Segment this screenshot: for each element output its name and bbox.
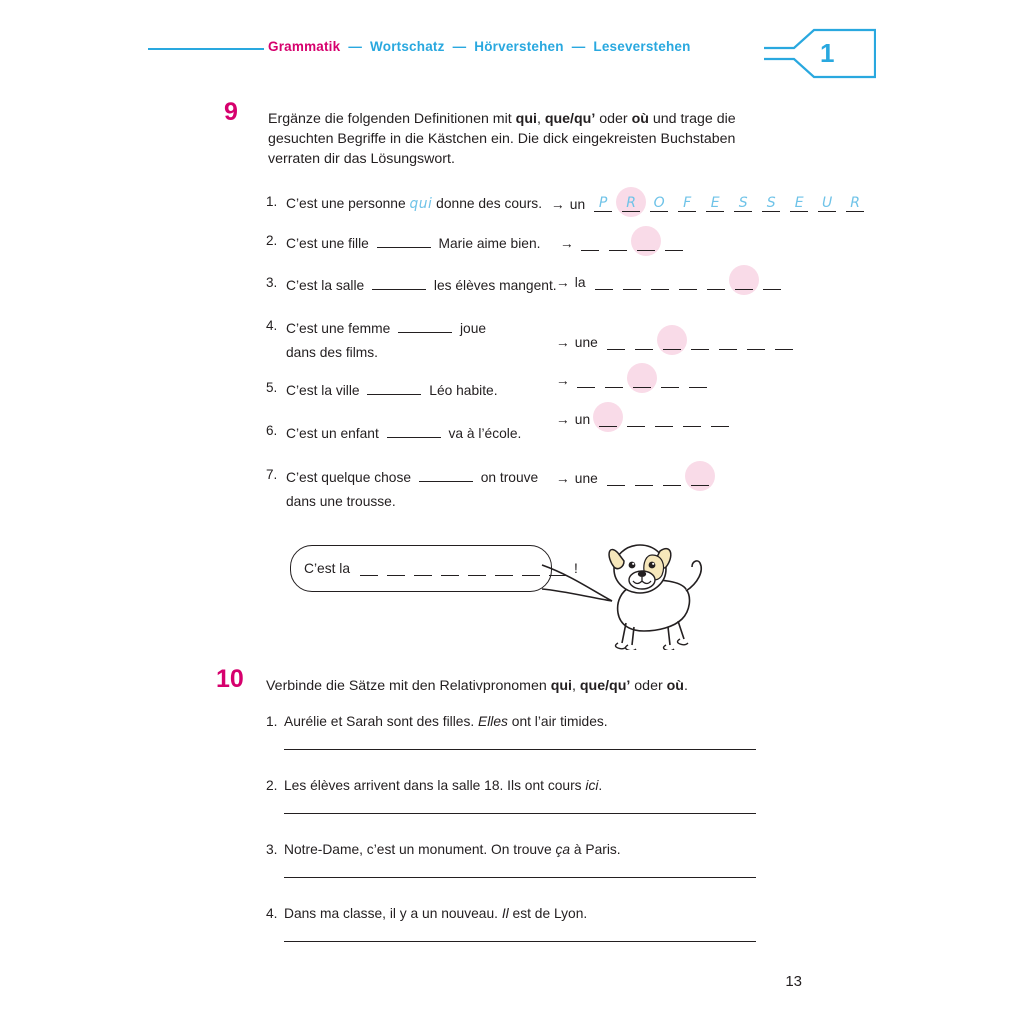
exercise-10-instructions: Verbinde die Sätze mit den Relativpronomen qui, que/qu’ oder où. bbox=[266, 678, 688, 694]
bubble-text: C’est la bbox=[304, 560, 351, 576]
task-index: 5. bbox=[266, 380, 278, 396]
item-text-b: à Paris. bbox=[570, 842, 621, 857]
answer-slot[interactable] bbox=[659, 370, 681, 390]
answer-slot[interactable] bbox=[633, 468, 655, 488]
list-item bbox=[266, 778, 766, 814]
slot-letter: P bbox=[598, 195, 608, 211]
answer-slot[interactable] bbox=[788, 194, 810, 214]
answer-slot[interactable] bbox=[816, 194, 838, 214]
answer-slot[interactable] bbox=[385, 558, 407, 578]
answer-slot[interactable] bbox=[745, 332, 767, 352]
task-text-pre: C’est la salle bbox=[286, 278, 369, 294]
exercise-9-number: 9 bbox=[224, 98, 238, 126]
answer-slots[interactable] bbox=[592, 194, 872, 214]
task-index: 2. bbox=[266, 232, 278, 248]
exercise-9-instructions: Ergänze die folgenden Definitionen mit qui, que/qu’ oder où und trage die gesuchten Begriffe in die Kästchen ein. Die dick eingekreisten Buchstaben verraten dir das Lösungswort. bbox=[268, 111, 736, 168]
item-text-b: est de Lyon. bbox=[508, 906, 588, 921]
answer-slot[interactable] bbox=[676, 194, 698, 214]
page-number: 13 bbox=[785, 973, 802, 990]
arrow-icon: → bbox=[560, 235, 574, 251]
task-text-post: Marie aime bien. bbox=[434, 235, 541, 251]
answer-slot[interactable] bbox=[493, 558, 515, 578]
slot-letter: S bbox=[766, 195, 776, 211]
slot-letter: R bbox=[850, 195, 861, 211]
task-text bbox=[286, 233, 540, 255]
item-text-emphasis: ici bbox=[585, 778, 599, 793]
slot-letter: R bbox=[626, 195, 637, 211]
answer-row-2 bbox=[560, 233, 691, 253]
answer-slot[interactable] bbox=[687, 370, 709, 390]
answer-row-1 bbox=[551, 194, 872, 214]
item-text-a: Les élèves arrivent dans la salle 18. Ils ont cours bbox=[284, 778, 586, 793]
solution-bubble-area bbox=[290, 545, 720, 655]
list-item bbox=[266, 714, 766, 750]
answer-slot[interactable] bbox=[605, 332, 627, 352]
answer-slot[interactable] bbox=[653, 409, 675, 429]
section-nav bbox=[268, 39, 691, 54]
answer-slot-circled[interactable] bbox=[635, 233, 657, 253]
answer-slots[interactable] bbox=[575, 370, 715, 390]
task-text bbox=[286, 423, 521, 445]
task-index: 4. bbox=[266, 318, 278, 334]
answer-slot[interactable] bbox=[603, 370, 625, 390]
list-item bbox=[266, 842, 766, 878]
answer-slot[interactable] bbox=[705, 272, 727, 292]
answer-label: un bbox=[574, 411, 591, 427]
answer-label: un bbox=[569, 196, 586, 212]
answer-slot[interactable] bbox=[593, 272, 615, 292]
answer-slot[interactable] bbox=[358, 558, 380, 578]
nav-dash: — bbox=[571, 39, 586, 54]
nav-item-leseverstehen[interactable]: Leseverstehen bbox=[593, 39, 691, 54]
answer-slot[interactable] bbox=[681, 409, 703, 429]
task-text bbox=[286, 467, 538, 489]
slot-letter: F bbox=[683, 195, 692, 211]
item-index: 2. bbox=[266, 778, 278, 793]
task-index: 1. bbox=[266, 194, 278, 209]
answer-row-7 bbox=[556, 468, 717, 488]
answer-slot[interactable] bbox=[761, 272, 783, 292]
answer-slot[interactable] bbox=[412, 558, 434, 578]
task-text-pre: C’est un enfant bbox=[286, 426, 383, 442]
answer-slot[interactable] bbox=[773, 332, 795, 352]
task-index: 7. bbox=[266, 466, 278, 482]
task-text-pre: C’est une personne bbox=[286, 196, 410, 211]
task-text-post: donne des cours. bbox=[432, 196, 543, 211]
answer-slot-circled[interactable] bbox=[733, 272, 755, 292]
answer-line[interactable] bbox=[284, 877, 756, 878]
answer-slot[interactable] bbox=[648, 194, 670, 214]
task-text-post: on trouve bbox=[476, 469, 539, 485]
answer-slot[interactable] bbox=[709, 409, 731, 429]
arrow-icon: → bbox=[556, 372, 570, 388]
answer-slot[interactable] bbox=[689, 332, 711, 352]
answer-slot-circled[interactable] bbox=[631, 370, 653, 390]
answer-row-3 bbox=[556, 272, 789, 292]
answer-slots[interactable] bbox=[593, 272, 789, 292]
nav-item-hoerverstehen[interactable]: Hörverstehen bbox=[474, 39, 564, 54]
answer-slot-circled[interactable] bbox=[661, 332, 683, 352]
header-rule bbox=[148, 48, 264, 50]
answer-slot[interactable] bbox=[625, 409, 647, 429]
item-text-a: Dans ma classe, il y a un nouveau. bbox=[284, 906, 502, 921]
exercise-10-items bbox=[266, 714, 766, 951]
item-text-emphasis: Il bbox=[501, 906, 509, 921]
slot-letter: E bbox=[710, 195, 720, 211]
task-index: 3. bbox=[266, 275, 278, 291]
task-text-post: Léo habite. bbox=[425, 383, 498, 399]
arrow-icon: → bbox=[556, 470, 570, 486]
answer-slot[interactable] bbox=[649, 272, 671, 292]
slot-letter: E bbox=[794, 195, 804, 211]
task-text-line2: dans des films. bbox=[286, 344, 379, 360]
item-text-a: Notre-Dame, c’est un monument. On trouve bbox=[284, 842, 556, 857]
arrow-icon: → bbox=[556, 411, 570, 427]
nav-item-wortschatz[interactable]: Wortschatz bbox=[370, 39, 445, 54]
item-index: 4. bbox=[266, 906, 278, 921]
answer-label: une bbox=[574, 334, 598, 350]
fill-in-blank[interactable] bbox=[372, 275, 426, 290]
fill-in-blank[interactable] bbox=[377, 233, 431, 248]
answer-slot[interactable] bbox=[621, 272, 643, 292]
answer-row-4 bbox=[556, 332, 801, 352]
answer-slot[interactable] bbox=[439, 558, 461, 578]
answer-slot[interactable] bbox=[760, 194, 782, 214]
task-text-pre: C’est quelque chose bbox=[286, 469, 415, 485]
task-text bbox=[286, 194, 542, 215]
answer-slot[interactable] bbox=[607, 233, 629, 253]
arrow-icon: → bbox=[551, 196, 565, 212]
item-text bbox=[284, 778, 602, 793]
answer-slot[interactable] bbox=[520, 558, 542, 578]
nav-dash: — bbox=[452, 39, 467, 54]
task-text-pre: C’est la ville bbox=[286, 383, 364, 399]
answer-slot[interactable] bbox=[605, 468, 627, 488]
answer-slot[interactable] bbox=[661, 468, 683, 488]
answer-slot[interactable] bbox=[592, 194, 614, 214]
task-text-pre: C’est une fille bbox=[286, 235, 373, 251]
answer-line[interactable] bbox=[284, 813, 756, 814]
answer-line[interactable] bbox=[284, 941, 756, 942]
fill-in-blank[interactable] bbox=[398, 318, 452, 333]
list-item bbox=[266, 906, 766, 942]
task-text bbox=[286, 275, 557, 297]
arrow-icon: → bbox=[556, 274, 570, 290]
task-text-pre: C’est une femme bbox=[286, 321, 395, 337]
task-text-line2: dans une trousse. bbox=[286, 493, 396, 509]
bubble-end-punctuation: ! bbox=[574, 560, 578, 576]
answer-slot[interactable] bbox=[732, 194, 754, 214]
arrow-icon: → bbox=[556, 334, 570, 350]
page-header bbox=[0, 28, 1024, 78]
slot-letter: U bbox=[822, 195, 833, 211]
answer-slot[interactable] bbox=[677, 272, 699, 292]
item-text bbox=[284, 906, 587, 921]
answer-slots[interactable] bbox=[597, 409, 737, 429]
item-text bbox=[284, 842, 621, 857]
slot-letter: O bbox=[653, 195, 665, 211]
task-answer-handwritten[interactable]: qui bbox=[409, 196, 433, 212]
answer-slot[interactable] bbox=[575, 370, 597, 390]
chapter-tab-shape bbox=[762, 28, 876, 79]
task-text-post: va à l’école. bbox=[444, 426, 522, 442]
task-text bbox=[286, 380, 498, 402]
item-text-a: Aurélie et Sarah sont des filles. bbox=[284, 714, 479, 729]
fill-in-blank[interactable] bbox=[419, 467, 473, 482]
answer-slot[interactable] bbox=[633, 332, 655, 352]
speech-bubble-content bbox=[304, 558, 578, 578]
item-index: 1. bbox=[266, 714, 278, 729]
answer-row-6 bbox=[556, 409, 737, 429]
item-text-b: . bbox=[598, 778, 603, 793]
answer-line[interactable] bbox=[284, 749, 756, 750]
answer-slot[interactable] bbox=[844, 194, 866, 214]
answer-slot-circled[interactable] bbox=[597, 409, 619, 429]
answer-slot[interactable] bbox=[466, 558, 488, 578]
answer-slot[interactable] bbox=[579, 233, 601, 253]
answer-slot-circled[interactable] bbox=[689, 468, 711, 488]
fill-in-blank[interactable] bbox=[367, 380, 421, 395]
chapter-tab bbox=[762, 28, 876, 79]
answer-slots[interactable] bbox=[605, 468, 717, 488]
item-index: 3. bbox=[266, 842, 278, 857]
nav-dash: — bbox=[348, 39, 363, 54]
task-row bbox=[266, 233, 786, 255]
chapter-number: 1 bbox=[820, 38, 835, 68]
fill-in-blank[interactable] bbox=[387, 423, 441, 438]
task-text-post: joue bbox=[456, 321, 487, 337]
task-index: 6. bbox=[266, 423, 278, 439]
answer-slot[interactable] bbox=[663, 233, 685, 253]
answer-slot-circled[interactable] bbox=[620, 194, 642, 214]
answer-slot[interactable] bbox=[717, 332, 739, 352]
task-text bbox=[286, 318, 486, 340]
answer-slots[interactable] bbox=[579, 233, 691, 253]
item-text bbox=[284, 714, 608, 729]
dog-illustration bbox=[600, 535, 710, 650]
answer-label: la bbox=[574, 274, 586, 290]
item-text-emphasis: Elles bbox=[478, 714, 508, 729]
exercise-10-number: 10 bbox=[216, 665, 244, 693]
slot-letter: S bbox=[738, 195, 748, 211]
task-text-post: les élèves mangent. bbox=[430, 278, 557, 294]
item-text-b: ont l’air timides. bbox=[507, 714, 608, 729]
answer-label: une bbox=[574, 470, 598, 486]
item-text-emphasis: ça bbox=[555, 842, 571, 857]
nav-item-grammatik[interactable]: Grammatik bbox=[268, 39, 341, 54]
answer-slots[interactable] bbox=[605, 332, 801, 352]
answer-row-5 bbox=[556, 370, 715, 390]
answer-slot[interactable] bbox=[704, 194, 726, 214]
